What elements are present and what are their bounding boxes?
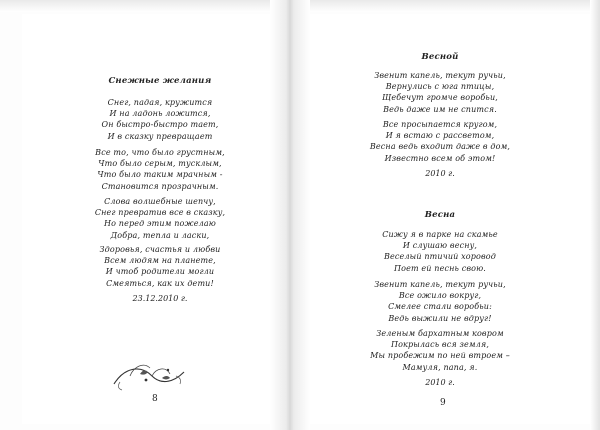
poem-line: Весна ведь входит даже в дом, <box>369 142 511 152</box>
page-edge-right <box>590 0 600 430</box>
poem-line: Мы пробежим по ней втроем – <box>370 351 510 361</box>
poem-date: 2010 г. <box>425 378 455 387</box>
poem-title: Весна <box>424 210 456 220</box>
stanza-2 <box>360 119 520 164</box>
poem-line: Щебечут громче воробьи, <box>382 93 498 103</box>
poem-line: Все просыпается кругом, <box>382 120 498 129</box>
poem-line: И я встаю с рассветом, <box>385 131 495 141</box>
poem-line: И на ладонь ложится, <box>109 109 211 119</box>
poem-line: Он быстро-быстро тает, <box>101 120 219 130</box>
poem-line: Ведь выжили не вдруг! <box>388 313 492 323</box>
poem-line: Поет ей песнь свою. <box>393 263 486 273</box>
stanza-2 <box>360 279 520 324</box>
poem-line: И чтоб родители могли <box>105 267 215 277</box>
stanza-2 <box>80 147 240 192</box>
poem-line: Известно всем об этом! <box>384 153 496 163</box>
poem-line: Ведь даже им не спится. <box>383 104 497 114</box>
poem-line: Всем людям на планете, <box>104 256 216 266</box>
poem-date: 23.12.2010 г. <box>132 294 188 303</box>
poem-line: Вернулись с юга птицы, <box>385 82 495 92</box>
poem-line: Что было серым, тусклым, <box>98 159 222 169</box>
poem-line: Снег, падая, кружится <box>107 98 213 107</box>
poem-line: Зеленым бархатным ковром <box>376 329 504 338</box>
stanza-1 <box>360 229 520 274</box>
poem-line: Здоровья, счастья и любви <box>99 245 221 254</box>
poem-line: Все ожило вокруг, <box>398 291 482 301</box>
poem-line: Что было таким мрачным - <box>97 170 223 180</box>
stanza-1 <box>80 97 240 142</box>
poem-line: Мамуля, папа, я. <box>402 362 478 372</box>
book-gutter <box>270 0 310 430</box>
page-number: 8 <box>152 394 158 404</box>
stanza-1 <box>360 70 520 115</box>
poem-line: Все то, что было грустным, <box>95 148 225 157</box>
poem-line: И слушаю весну, <box>402 241 478 251</box>
poem-title: Весной <box>421 52 459 62</box>
poem-line: Сижу я в парке на скамье <box>382 230 498 239</box>
poem-line: Веселый птичий хоровод <box>384 252 496 262</box>
stanza-3 <box>80 196 240 241</box>
poem-line: Звенит капель, текут ручьи, <box>374 71 506 80</box>
poem-line: Снег превратив все в сказку, <box>94 208 226 218</box>
poem-line: Становится прозрачным. <box>101 181 219 191</box>
stanza-4 <box>80 244 240 289</box>
poem-line: Звенит капель, текут ручьи, <box>374 280 506 289</box>
poem-line: Покрылась вся земля, <box>390 340 490 350</box>
poem-title: Снежные желания <box>108 76 212 86</box>
stanza-3 <box>360 328 520 373</box>
poem-line: Добра, тепла и ласки, <box>110 230 210 240</box>
poem-date: 2010 г. <box>425 169 455 178</box>
floral-ornament-icon <box>110 354 190 394</box>
poem-line: Но перед этим пожелаю <box>104 219 216 229</box>
poem-line: Смеяться, как их дети! <box>106 278 214 288</box>
page-number: 9 <box>440 398 446 408</box>
poem-line: Смелее стали воробьи: <box>388 302 492 312</box>
poem-line: И в сказку превращает <box>107 131 213 141</box>
poem-line: Слова волшебные шепчу, <box>104 197 216 206</box>
